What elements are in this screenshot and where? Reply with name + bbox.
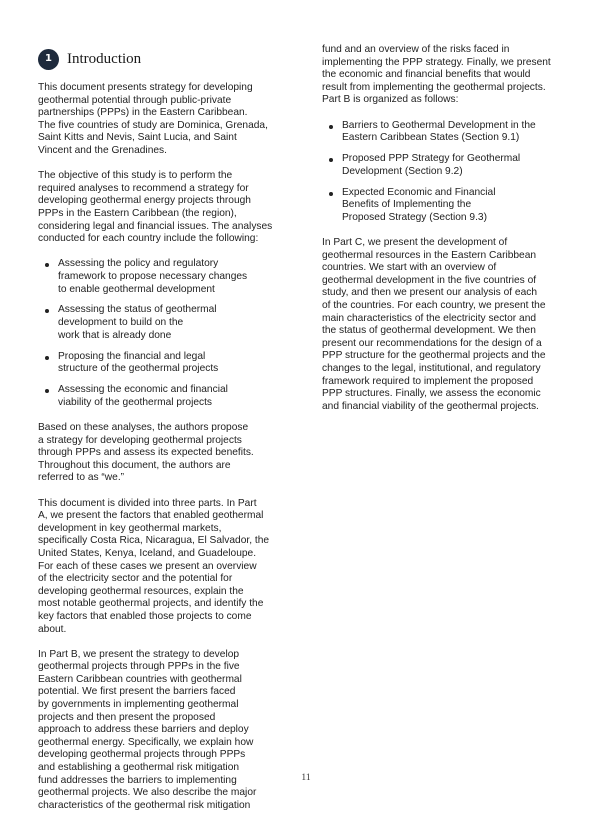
list-item: Proposed PPP Strategy for Geothermal Development (Section 9.2): [322, 153, 572, 178]
left-column: [38, 82, 288, 825]
paragraph-proposal: Based on these analyses, the authors propose a strategy for developing geothermal projects through PPPs and assess its expected benefits. Throughout this document, the authors are referred to as “we.”: [38, 422, 254, 484]
section-title: Introduction: [67, 50, 142, 67]
paragraph-part-b-continued: fund and an overview of the risks faced in implementing the PPP strategy. Finally, we present the economic and financial benefits that would result from implementing the geothermal projects. Part B is organized as follows:: [322, 44, 551, 106]
list-item: Barriers to Geothermal Development in the Eastern Caribbean States (Section 9.1): [322, 120, 572, 145]
list-item: Assessing the policy and regulatory framework to propose necessary changes to enable geothermal development: [38, 258, 288, 296]
analysis-list: [38, 258, 288, 409]
list-item: Assessing the economic and financial viability of the geothermal projects: [38, 384, 288, 409]
right-column: [322, 44, 572, 426]
section-heading: [38, 48, 141, 70]
paragraph-part-a: This document is divided into three parts. In Part A, we present the factors that enabled geothermal development in key geothermal markets, specifically Costa Rica, Nicaragua, El Salvador, the United States, Kenya, Iceland, and Guadeloupe. For each of these cases we present an overview of the electricity sector and the potential for developing geothermal resources, explain the most notable geothermal projects, and identify the key factors that enabled those projects to come about.: [38, 497, 270, 635]
paragraph-objective: The objective of this study is to perform the required analyses to recommend a strategy for developing geothermal energy projects through PPPs in the Eastern Caribbean (the region), considering legal and financial issues. The analyses conducted for each country include the following:: [38, 170, 273, 245]
list-item: Proposing the financial and legal structure of the geothermal projects: [38, 351, 288, 376]
paragraph-intro: This document presents strategy for developing geothermal potential through public-private partnerships (PPPs) in the Eastern Caribbean. The five countries of study are Dominica, Grenada, Saint Kitts and Nevis, Saint Lucia, and Saint Vincent and the Grenadines.: [38, 82, 268, 156]
list-item: Expected Economic and Financial Benefits of Implementing the Proposed Strategy (Section 9.3): [322, 187, 572, 225]
paragraph-part-b: In Part B, we present the strategy to develop geothermal projects through PPPs in the five Eastern Caribbean countries with geothermal potential. We first present the barriers faced by governments in implementing geothermal projects and then present the proposed approach to address these barriers and deploy geothermal energy. Specifically, we explain how developing geothermal projects through PPPs and establishing a geothermal risk mitigation fund addresses the barriers to implementing geothermal projects. We also describe the major characteristics of the geothermal risk mitigation: [38, 648, 257, 811]
page-number: 11: [301, 773, 311, 783]
list-item: Assessing the status of geothermal development to build on the work that is already done: [38, 304, 288, 342]
section-number-badge: 1: [38, 49, 59, 70]
paragraph-part-c: In Part C, we present the development of geothermal resources in the Eastern Caribbean countries. We start with an overview of geothermal development in the five countries of study, and then we present our analysis of each of the countries. For each country, we present the main characteristics of the electricity sector and the status of geothermal development. We then present our recommendations for the design of a PPP structure for the geothermal projects and the changes to the legal, institutional, and regulatory framework required to implement the proposed PPP structures. Finally, we assess the economic and financial viability of the geothermal projects.: [322, 237, 546, 412]
part-b-sections-list: [322, 120, 572, 225]
